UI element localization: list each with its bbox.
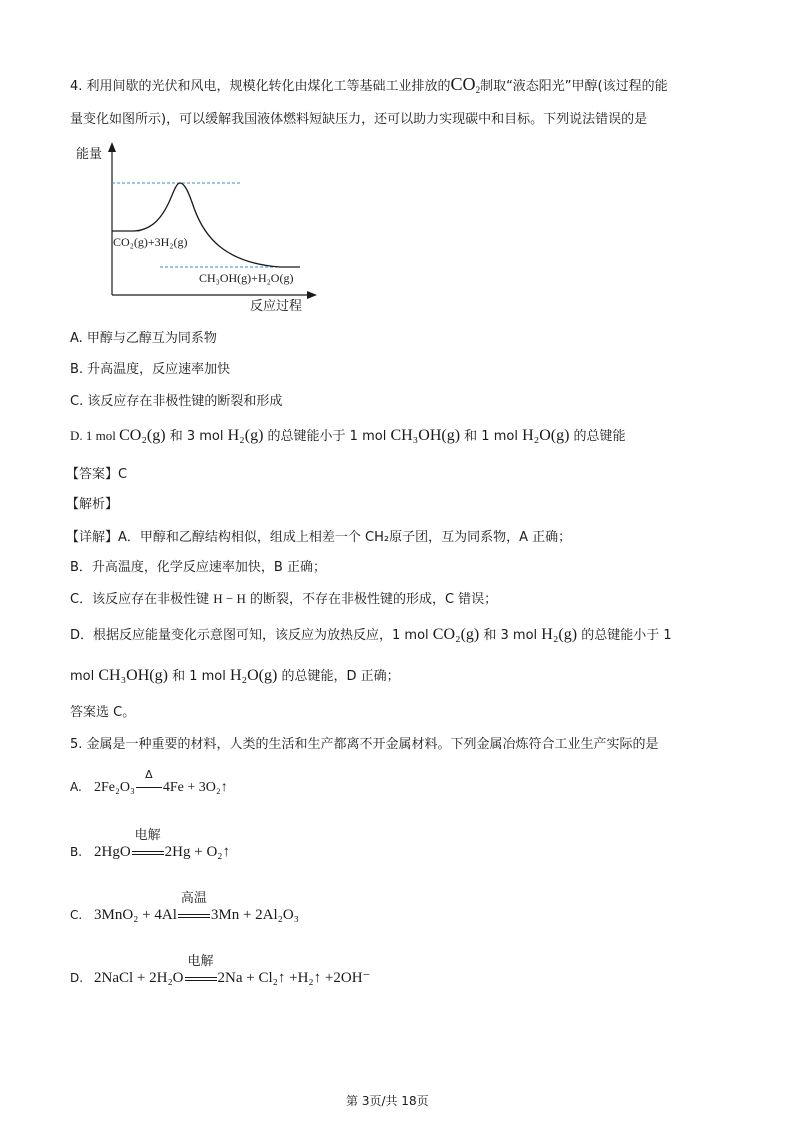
detail-c: C．该反应存在非极性键 H − H 的断裂，不存在非极性键的形成，C 错误；: [70, 591, 498, 607]
answer-line: [66, 467, 127, 483]
reactants-label: CO₂(g)+3H₂(g): [113, 235, 188, 249]
detail-a: 【详解】A．甲醇和乙醇结构相似，组成上相差一个 CH₂原子团，互为同系物，A 正确；: [66, 530, 572, 545]
formula: H₂(g): [541, 626, 578, 643]
detail-d-line1: D．根据反应能量变化示意图可知，该反应为放热反应，1 mol CO₂(g) 和 3 mol H₂(g) 的总键能小于 1: [70, 626, 672, 643]
answer-value: C: [118, 467, 128, 482]
q5-option-b: B. 2HgO 电解 2Hg + O₂↑: [70, 828, 231, 860]
q4-stem-line2: 量变化如图所示)，可以缓解我国液体燃料短缺压力，还可以助力实现碳中和目标。下列说法错误的是: [70, 112, 648, 127]
formula: H₂O(g): [522, 427, 570, 444]
analysis-tag: 【解析】: [66, 497, 119, 512]
x-axis-label: 反应过程: [250, 299, 303, 314]
reaction-arrow: 电解: [185, 971, 217, 987]
reaction-arrow: 电解: [132, 845, 164, 861]
q4-option-c: C. 该反应存在非极性键的断裂和形成: [70, 394, 283, 409]
q4-option-d: D. 1 mol CO₂(g) 和 3 mol H₂(g) 的总键能小于 1 mol CH₃OH(g) 和 1 mol H₂O(g) 的总键能: [70, 427, 626, 444]
q5-option-a: A. 2Fe₂O₃ Δ 4Fe + 3O₂↑: [70, 768, 228, 795]
products-label: CH₃OH(g)+H₂O(g): [199, 271, 294, 285]
q4-stem-text-b: 制取“液态阳光”甲醇(该过程的能: [480, 79, 668, 94]
formula: CO₂(g): [119, 427, 166, 444]
x-axis-arrow: [307, 291, 317, 299]
reaction-arrow: Δ: [136, 780, 162, 796]
detail-tag: 【详解】: [66, 530, 119, 545]
formula: CH₃OH(g): [390, 427, 461, 444]
q5-stem: 5. 金属是一种重要的材料，人类的生活和生产都离不开金属材料。下列金属冶炼符合工业生产实际的是: [70, 737, 659, 752]
q4-stem-co2: $CO_2$: [450, 74, 481, 95]
formula: CH₃OH(g): [98, 667, 168, 684]
q4-option-a: A. 甲醇与乙醇互为同系物: [70, 331, 217, 346]
q4-stem-text-a: 4. 利用间歇的光伏和风电，规模化转化由煤化工等基础工业排放的: [70, 79, 451, 94]
formula: H₂O(g): [229, 667, 278, 684]
y-axis-arrow: [108, 142, 116, 152]
q4-stem-line1: [70, 76, 668, 95]
q5-option-d: D. 2NaCl + 2H₂O 电解 2Na + Cl₂↑ +H₂↑ +2OH⁻: [70, 954, 371, 986]
detail-d-line2: mol CH₃OH(g) 和 1 mol H₂O(g) 的总键能，D 正确；: [70, 667, 400, 684]
q4-option-b: B. 升高温度，反应速率加快: [70, 362, 231, 377]
energy-curve: [112, 183, 300, 267]
reaction-arrow: 高温: [178, 908, 210, 924]
formula: CO₂(g): [432, 626, 480, 643]
answer-tag: 【答案】: [66, 467, 119, 482]
detail-b: B．升高温度，化学反应速率加快，B 正确；: [70, 560, 326, 575]
page-footer: 第 3页/共 18页: [346, 1094, 429, 1108]
energy-diagram: [62, 138, 322, 318]
conclusion: 答案选 C。: [70, 705, 136, 720]
y-axis-label: 能量: [76, 147, 103, 162]
formula: H₂(g): [227, 427, 264, 444]
q5-option-c: C. 3MnO₂ + 4Al 高温 3Mn + 2Al₂O₃: [70, 891, 299, 923]
